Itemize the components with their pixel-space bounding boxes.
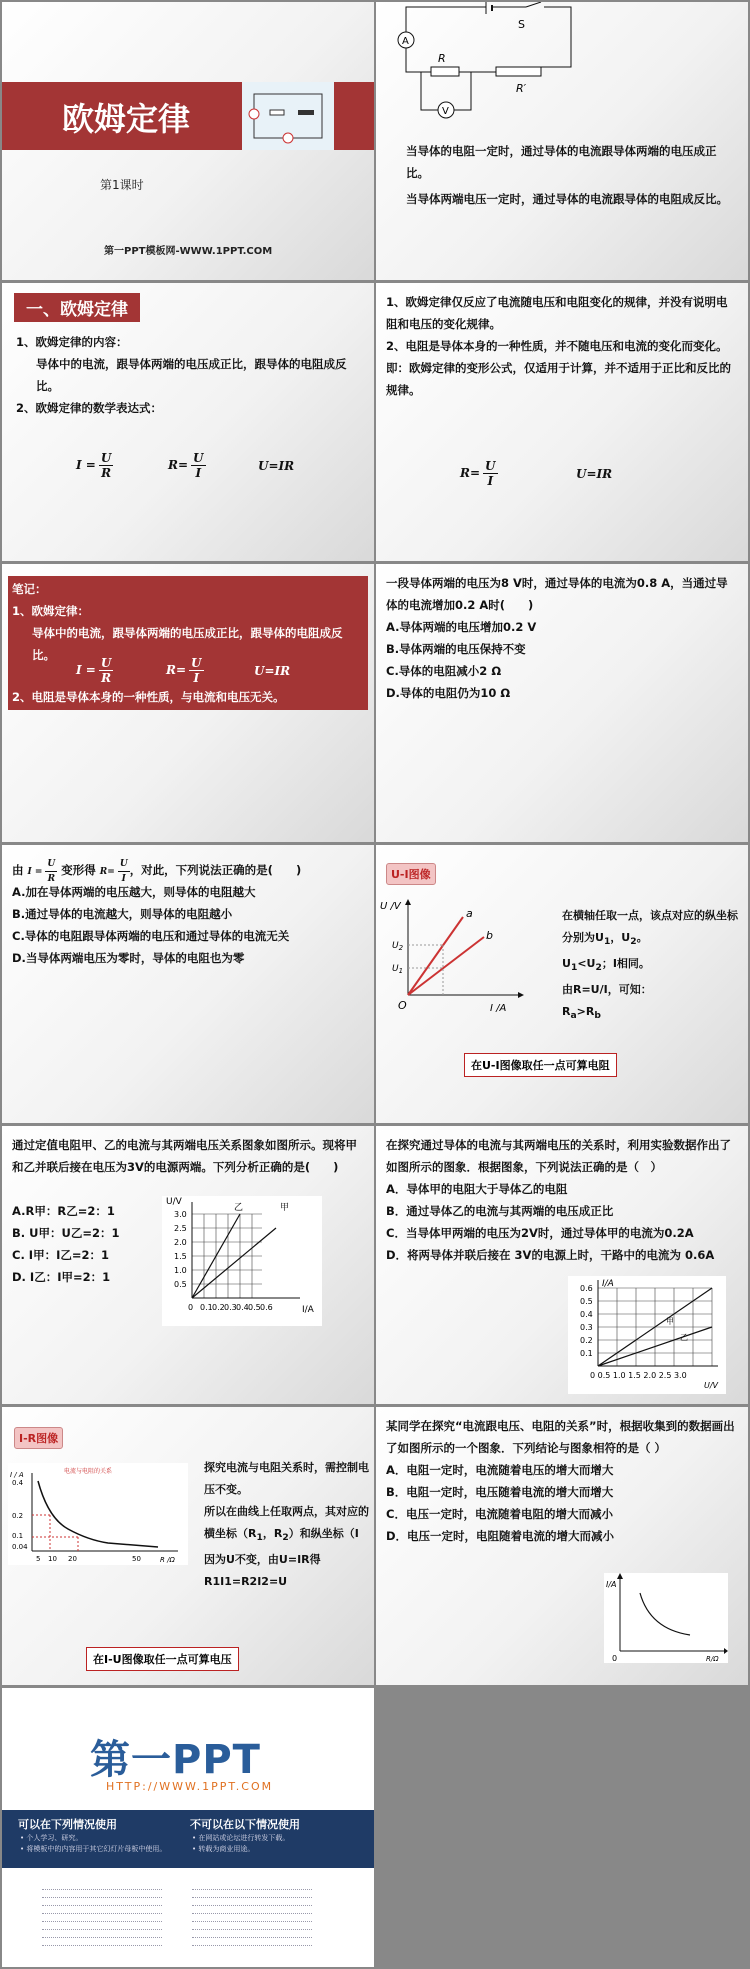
logo: 第一PPT [90,1737,261,1783]
y-tick-label: 1.5 [174,1252,187,1261]
y-tick-label: 0.5 [174,1280,187,1289]
formula-u: U=IR [254,664,291,678]
option-b[interactable]: B.通过导体的电流越大，则导体的电阻越小 [12,907,233,921]
formula-r: R= $\frac{U}{I}$ [166,656,202,685]
svg-text:A: A [402,36,409,47]
svg-text:U1: $U_1$ [392,964,404,975]
svg-text:U /V: U /V [380,901,401,912]
link-list-right[interactable] [192,1884,312,1953]
x-tick-label: 10 [48,1555,57,1563]
option-c[interactable]: C.导体的电阻减小2 Ω [386,664,502,678]
section-header: 一、欧姆定律 [14,293,140,322]
content-text: 导体中的电流，跟导体两端的电压成正比，跟导体的电阻成反比。 [36,357,347,393]
slide-notes[interactable] [2,564,374,842]
svg-text:电流与电阻的关系: 电流与电阻的关系 [64,1468,113,1475]
svg-text:乙: 乙 [234,1203,244,1213]
svg-text:I/A: I/A [602,1279,614,1289]
note-1: 1、欧姆定律仅反应了电流随电压和电阻变化的规律，并没有说明电阻和电压的变化规律。 [386,295,728,331]
svg-text:甲: 甲 [280,1203,290,1213]
notes-item-1-text: 导体中的电流，跟导体两端的电压成正比，跟导体的电阻成反比。 [32,626,343,662]
formula-r: R= $\frac{U}{I}$ [460,459,496,488]
question-text: 在探究通过导体的电流与其两端电压的关系时，利用实验数据作出了如图所示的图象．根据图象，下列说法正确的是（ ） [386,1138,731,1174]
svg-text:R/Ω: R/Ω [706,1655,719,1663]
option-d[interactable]: D．电压一定时，电阻随着电流的增大而减小 [386,1529,615,1543]
lesson-label: 第1课时 [100,178,144,192]
ui-graph-tag: U-I图像 [386,863,436,885]
option-c[interactable]: C．当导体甲两端的电压为2V时，通过导体甲的电流为0.2A [386,1226,694,1240]
svg-text:乙: 乙 [680,1333,688,1342]
svg-text:a: a [466,907,473,920]
svg-text:b: b [486,929,493,942]
formula-i: I = $\frac{U}{R}$ [76,451,112,480]
svg-text:0: 0 [612,1654,618,1663]
y-tick-label: 0.3 [580,1323,593,1332]
resistance-box: 在U-I图像取任一点可算电阻 [464,1053,617,1077]
circuit-thumbnail [242,82,334,150]
formula-u: U=IR [258,459,295,473]
option-c[interactable]: C．电压一定时，电流随着电阻的增大而减小 [386,1507,613,1521]
option-a[interactable]: A．导体甲的电阻大于导体乙的电阻 [386,1182,568,1196]
y-tick-label: 2.0 [174,1238,187,1247]
formula-r: R= $\frac{U}{I}$ [168,451,204,480]
x-tick-label: 5 [36,1555,41,1563]
y-tick-label: 2.5 [174,1224,187,1233]
y-tick-label: 3.0 [174,1210,187,1219]
question-text: 一段导体两端的电压为8 V时，通过导体的电流为0.8 A，当通过导体的电流增加0.2 A时( ) [386,576,728,612]
principle-2: 当导体两端电压一定时，通过导体的电流跟导体的电阻成反比。 [406,192,728,206]
iv-chart-jia-yi [162,1196,322,1326]
option-b[interactable]: B．通过导体乙的电流与其两端的电压成正比 [386,1204,614,1218]
cannot-use-2: • 转载为商业用途。 [192,1845,255,1853]
svg-text:R /Ω: R /Ω [160,1556,175,1564]
svg-text:U2: $U_2$ [392,941,404,952]
content-heading: 1、欧姆定律的内容： [16,335,128,349]
svg-text:R: R [438,52,446,65]
option-c[interactable]: C.导体的电阻跟导体两端的电压和通过导体的电流无关 [12,929,290,943]
ir-curve-chart [604,1573,728,1663]
formula-heading: 2、欧姆定律的数学表达式： [16,401,163,415]
svg-text:I/A: I/A [606,1580,617,1589]
option-a[interactable]: A.加在导体两端的电压越大，则导体的电阻越大 [12,885,256,899]
iv-chart-jia-yi-2 [568,1276,726,1394]
question-text: 通过定值电阻甲、乙的电流与其两端电压关系图象如图所示。现将甲和乙并联后接在电压为3V的电源两端。下列分析正确的是( ) [12,1138,357,1174]
option-d[interactable]: D. I乙：I甲=2：1 [12,1270,111,1284]
principle-1: 当导体的电阻一定时，通过导体的电流跟导体两端的电压成正比。 [406,144,717,180]
formula-i: I = $\frac{U}{R}$ [76,656,112,685]
y-tick-label: 0.2 [12,1512,24,1520]
x-tick-label: 0.3 [224,1303,237,1312]
x-tick-label: 0.6 [260,1303,273,1312]
cannot-use-title: 不可以在以下情况使用 [190,1818,300,1831]
x-tick-label: 0.4 [236,1303,249,1312]
link-list-left[interactable] [42,1884,162,1953]
y-tick-label: 0.2 [580,1336,593,1345]
option-d[interactable]: D．将两导体并联后接在 3V的电源上时，干路中的电流为 0.6A [386,1248,715,1262]
option-b[interactable]: B.导体两端的电压保持不变 [386,642,526,656]
y-tick-label: 0.1 [580,1349,593,1358]
notes-title: 笔记： [12,582,47,596]
y-tick-label: 0.4 [12,1479,24,1487]
notes-item-1: 1、欧姆定律： [12,604,90,618]
option-c[interactable]: C. I甲：I乙=2：1 [12,1248,110,1262]
site-label: 第一PPT模板网-WWW.1PPT.COM [104,246,273,257]
note-3: 即：欧姆定律的变形公式，仅适用于计算，并不适用于正比和反比的规律。 [386,361,731,397]
option-b[interactable]: B．电阻一定时，电压随着电流的增大而增大 [386,1485,614,1499]
y-tick-label: 0.04 [12,1543,28,1551]
ui-graph-explanation: 在横轴任取一点，该点对应的纵坐标分别为$U_1$，$U_2$。 $U_1<U_2$；I相同。 由R=U/I，可知： $R_a>R_b$ [562,909,738,1022]
circuit-thumb-icon [242,82,334,150]
slide-ir-graph[interactable] [2,1407,374,1685]
option-d[interactable]: D.当导体两端电压为零时，导体的电阻也为零 [12,951,245,965]
site-url[interactable]: HTTP://WWW.1PPT.COM [106,1780,274,1793]
slide-question-1[interactable] [376,564,748,842]
note-2: 2、电阻是导体本身的一种性质，并不随电压和电流的变化而变化。 [386,339,728,353]
svg-text:U/V: U/V [166,1197,182,1207]
x-tick-label: 0.1 [200,1303,213,1312]
svg-text:I /A: I /A [490,1003,507,1014]
slide-circuit[interactable] [376,2,748,280]
option-a[interactable]: A.R甲：R乙=2：1 [12,1204,115,1218]
svg-text:U/V: U/V [704,1381,719,1390]
x-tick-label: 20 [68,1555,77,1563]
notes-item-2: 2、电阻是导体本身的一种性质，与电流和电压无关。 [12,690,285,704]
svg-text:0 0.5 1.0 1.5 2.0 2.5 3.0: 0 0.5 1.0 1.5 2.0 2.5 3.0 [590,1371,687,1380]
svg-text:O: O [398,999,407,1012]
empty-slot [376,1688,748,1967]
svg-text:I/A: I/A [302,1305,314,1315]
slide-question-5[interactable] [376,1407,748,1685]
svg-text:V: V [442,106,449,117]
can-use-title: 可以在下列情况使用 [18,1818,117,1831]
x-tick-label: 0.2 [212,1303,225,1312]
formula-u: U=IR [576,467,613,481]
ir-chart [8,1463,188,1565]
ir-graph-explanation: 探究电流与电阻关系时，需控制电压不变。 所以在曲线上任取两点，其对应的横坐标（$R_1$，$R_2$）和纵坐标（I 因为U不变，由U=IR得 R1I1=R2I2=U [204,1461,369,1589]
svg-text:R′: R′ [516,82,527,95]
option-b[interactable]: B. U甲：U乙=2：1 [12,1226,120,1240]
slide-notes-law[interactable] [376,283,748,561]
slide-ohm-law[interactable] [2,283,374,561]
y-tick-label: 0.1 [12,1532,24,1540]
y-tick-label: 0.6 [580,1284,593,1293]
slide-title[interactable] [2,2,374,280]
slide-question-4[interactable] [376,1126,748,1404]
svg-text:甲: 甲 [666,1317,674,1326]
svg-text:I / A: I / A [10,1471,24,1479]
question-text: 某同学在探究“电流跟电压、电阻的关系”时，根据收集到的数据画出了如图所示的一个图象．下列结论与图象相符的是（ ） [386,1419,735,1455]
y-tick-label: 0.4 [580,1310,593,1319]
question-text: 由 I = $\frac{U}{R}$ 变形得 R= $\frac{U}{I}$ ，对此，下列说法正确的是( ) [12,859,302,884]
slide-question-2[interactable] [2,845,374,1123]
ui-graph [378,895,528,1015]
cannot-use-1: • 在网站或论坛进行转发下载。 [192,1834,290,1842]
can-use-1: • 个人学习、研究。 [20,1834,83,1842]
svg-text:S: S [518,18,525,31]
slide-question-3[interactable] [2,1126,374,1404]
option-a[interactable]: A．电阻一定时，电流随着电压的增大而增大 [386,1463,614,1477]
x-tick-label: 50 [132,1555,141,1563]
can-use-2: • 将模板中的内容用于其它幻灯片母板中使用。 [20,1845,167,1853]
slide-credits[interactable] [2,1688,374,1967]
voltage-box: 在I-U图像取任一点可算电压 [86,1647,239,1671]
ir-graph-tag: I-R图像 [14,1427,63,1449]
x-tick-label: 0 [188,1303,194,1312]
option-d[interactable]: D.导体的电阻仍为10 Ω [386,686,511,700]
y-tick-label: 0.5 [580,1297,593,1306]
y-tick-label: 1.0 [174,1266,187,1275]
x-tick-label: 0.5 [248,1303,261,1312]
option-a[interactable]: A.导体两端的电压增加0.2 V [386,620,537,634]
slide-ui-graph[interactable] [376,845,748,1123]
slide-title-text: 欧姆定律 [62,100,191,138]
circuit-diagram [376,2,748,132]
